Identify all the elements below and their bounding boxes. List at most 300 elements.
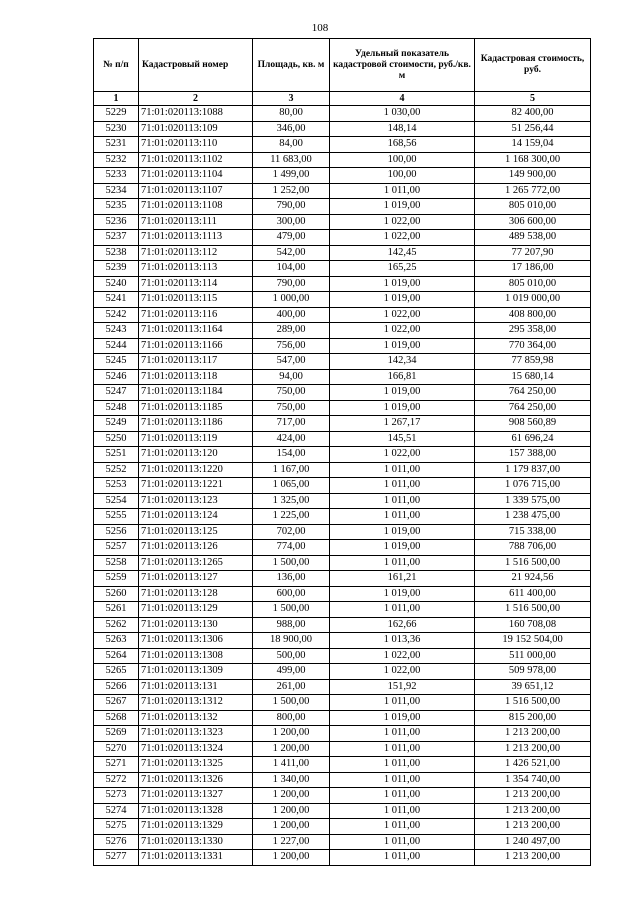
row-number-cell: 5248 bbox=[94, 400, 139, 416]
column-number: 1 bbox=[94, 92, 139, 106]
table-row bbox=[94, 803, 591, 819]
table-row bbox=[94, 462, 591, 478]
specific-value-cell: 1 019,00 bbox=[330, 524, 475, 540]
table-row bbox=[94, 602, 591, 618]
specific-value-cell: 1 019,00 bbox=[330, 400, 475, 416]
specific-value-cell: 145,51 bbox=[330, 431, 475, 447]
row-number-cell: 5276 bbox=[94, 834, 139, 850]
row-number-cell: 5237 bbox=[94, 230, 139, 246]
table-row bbox=[94, 540, 591, 556]
cadastral-value-cell: 1 240 497,00 bbox=[475, 834, 591, 850]
cadastral-value-cell: 1 339 575,00 bbox=[475, 493, 591, 509]
area-cell: 547,00 bbox=[253, 354, 330, 370]
specific-value-cell: 1 011,00 bbox=[330, 509, 475, 525]
area-cell: 1 200,00 bbox=[253, 803, 330, 819]
cadastral-number-cell: 71:01:020113:131 bbox=[139, 679, 253, 695]
cadastral-number-cell: 71:01:020113:1113 bbox=[139, 230, 253, 246]
table-row bbox=[94, 555, 591, 571]
specific-value-cell: 1 030,00 bbox=[330, 106, 475, 122]
area-cell: 80,00 bbox=[253, 106, 330, 122]
specific-value-cell: 142,45 bbox=[330, 245, 475, 261]
area-cell: 1 200,00 bbox=[253, 726, 330, 742]
cadastral-number-cell: 71:01:020113:1088 bbox=[139, 106, 253, 122]
cadastral-value-cell: 1 179 837,00 bbox=[475, 462, 591, 478]
area-cell: 1 340,00 bbox=[253, 772, 330, 788]
row-number-cell: 5275 bbox=[94, 819, 139, 835]
table-row bbox=[94, 679, 591, 695]
area-cell: 1 500,00 bbox=[253, 695, 330, 711]
cadastral-value-cell: 1 213 200,00 bbox=[475, 726, 591, 742]
specific-value-cell: 1 019,00 bbox=[330, 338, 475, 354]
table-row bbox=[94, 586, 591, 602]
table-row bbox=[94, 850, 591, 866]
table-row bbox=[94, 307, 591, 323]
specific-value-cell: 1 019,00 bbox=[330, 710, 475, 726]
cadastral-number-cell: 71:01:020113:123 bbox=[139, 493, 253, 509]
cadastral-value-cell: 805 010,00 bbox=[475, 199, 591, 215]
row-number-cell: 5233 bbox=[94, 168, 139, 184]
cadastral-value-cell: 1 426 521,00 bbox=[475, 757, 591, 773]
table-row bbox=[94, 385, 591, 401]
row-number-cell: 5259 bbox=[94, 571, 139, 587]
table-row bbox=[94, 571, 591, 587]
specific-value-cell: 1 011,00 bbox=[330, 788, 475, 804]
cadastral-number-cell: 71:01:020113:1327 bbox=[139, 788, 253, 804]
specific-value-cell: 1 011,00 bbox=[330, 850, 475, 866]
cadastral-number-cell: 71:01:020113:1329 bbox=[139, 819, 253, 835]
header-cadastral-number: Кадастровый номер bbox=[139, 39, 253, 92]
cadastral-value-cell: 39 651,12 bbox=[475, 679, 591, 695]
row-number-cell: 5240 bbox=[94, 276, 139, 292]
specific-value-cell: 1 011,00 bbox=[330, 602, 475, 618]
area-cell: 400,00 bbox=[253, 307, 330, 323]
specific-value-cell: 1 011,00 bbox=[330, 741, 475, 757]
table-row bbox=[94, 834, 591, 850]
row-number-cell: 5244 bbox=[94, 338, 139, 354]
table-body bbox=[94, 106, 591, 866]
row-number-cell: 5256 bbox=[94, 524, 139, 540]
cadastral-number-cell: 71:01:020113:1107 bbox=[139, 183, 253, 199]
specific-value-cell: 1 022,00 bbox=[330, 664, 475, 680]
table-row bbox=[94, 323, 591, 339]
specific-value-cell: 1 013,36 bbox=[330, 633, 475, 649]
cadastral-number-cell: 71:01:020113:119 bbox=[139, 431, 253, 447]
cadastral-value-cell: 306 600,00 bbox=[475, 214, 591, 230]
row-number-cell: 5235 bbox=[94, 199, 139, 215]
area-cell: 1 167,00 bbox=[253, 462, 330, 478]
cadastral-value-cell: 1 354 740,00 bbox=[475, 772, 591, 788]
area-cell: 94,00 bbox=[253, 369, 330, 385]
table-row bbox=[94, 493, 591, 509]
table-row bbox=[94, 292, 591, 308]
cadastral-number-cell: 71:01:020113:126 bbox=[139, 540, 253, 556]
row-number-cell: 5242 bbox=[94, 307, 139, 323]
specific-value-cell: 165,25 bbox=[330, 261, 475, 277]
specific-value-cell: 1 011,00 bbox=[330, 555, 475, 571]
cadastral-number-cell: 71:01:020113:112 bbox=[139, 245, 253, 261]
area-cell: 1 325,00 bbox=[253, 493, 330, 509]
specific-value-cell: 1 022,00 bbox=[330, 447, 475, 463]
area-cell: 136,00 bbox=[253, 571, 330, 587]
table-row bbox=[94, 726, 591, 742]
cadastral-value-cell: 157 388,00 bbox=[475, 447, 591, 463]
specific-value-cell: 1 011,00 bbox=[330, 695, 475, 711]
row-number-cell: 5253 bbox=[94, 478, 139, 494]
specific-value-cell: 1 011,00 bbox=[330, 726, 475, 742]
specific-value-cell: 1 011,00 bbox=[330, 493, 475, 509]
area-cell: 424,00 bbox=[253, 431, 330, 447]
header-area: Площадь, кв. м bbox=[253, 39, 330, 92]
specific-value-cell: 148,14 bbox=[330, 121, 475, 137]
specific-value-cell: 1 267,17 bbox=[330, 416, 475, 432]
area-cell: 500,00 bbox=[253, 648, 330, 664]
row-number-cell: 5273 bbox=[94, 788, 139, 804]
row-number-cell: 5254 bbox=[94, 493, 139, 509]
row-number-cell: 5270 bbox=[94, 741, 139, 757]
cadastral-number-cell: 71:01:020113:1186 bbox=[139, 416, 253, 432]
row-number-cell: 5274 bbox=[94, 803, 139, 819]
row-number-cell: 5239 bbox=[94, 261, 139, 277]
row-number-cell: 5265 bbox=[94, 664, 139, 680]
cadastral-number-cell: 71:01:020113:1265 bbox=[139, 555, 253, 571]
area-cell: 756,00 bbox=[253, 338, 330, 354]
cadastral-number-cell: 71:01:020113:129 bbox=[139, 602, 253, 618]
cadastral-value-cell: 21 924,56 bbox=[475, 571, 591, 587]
row-number-cell: 5245 bbox=[94, 354, 139, 370]
cadastral-value-cell: 611 400,00 bbox=[475, 586, 591, 602]
cadastral-value-cell: 1 516 500,00 bbox=[475, 695, 591, 711]
specific-value-cell: 161,21 bbox=[330, 571, 475, 587]
cadastral-number-cell: 71:01:020113:118 bbox=[139, 369, 253, 385]
row-number-cell: 5266 bbox=[94, 679, 139, 695]
header-number: № п/п bbox=[94, 39, 139, 92]
cadastral-number-cell: 71:01:020113:110 bbox=[139, 137, 253, 153]
cadastral-number-cell: 71:01:020113:1220 bbox=[139, 462, 253, 478]
row-number-cell: 5230 bbox=[94, 121, 139, 137]
page-number: 108 bbox=[311, 22, 329, 34]
cadastral-value-cell: 82 400,00 bbox=[475, 106, 591, 122]
cadastral-number-cell: 71:01:020113:1312 bbox=[139, 695, 253, 711]
cadastral-number-cell: 71:01:020113:114 bbox=[139, 276, 253, 292]
cadastral-number-cell: 71:01:020113:1328 bbox=[139, 803, 253, 819]
row-number-cell: 5238 bbox=[94, 245, 139, 261]
row-number-cell: 5236 bbox=[94, 214, 139, 230]
table-row bbox=[94, 431, 591, 447]
cadastral-number-cell: 71:01:020113:1306 bbox=[139, 633, 253, 649]
table-row bbox=[94, 710, 591, 726]
row-number-cell: 5252 bbox=[94, 462, 139, 478]
cadastral-value-cell: 1 213 200,00 bbox=[475, 850, 591, 866]
cadastral-value-cell: 1 238 475,00 bbox=[475, 509, 591, 525]
area-cell: 1 000,00 bbox=[253, 292, 330, 308]
cadastral-value-cell: 15 680,14 bbox=[475, 369, 591, 385]
area-cell: 1 500,00 bbox=[253, 602, 330, 618]
row-number-cell: 5231 bbox=[94, 137, 139, 153]
column-number: 4 bbox=[330, 92, 475, 106]
area-cell: 600,00 bbox=[253, 586, 330, 602]
cadastral-number-cell: 71:01:020113:115 bbox=[139, 292, 253, 308]
cadastral-value-table bbox=[93, 38, 591, 866]
area-cell: 1 225,00 bbox=[253, 509, 330, 525]
row-number-cell: 5277 bbox=[94, 850, 139, 866]
area-cell: 1 200,00 bbox=[253, 741, 330, 757]
cadastral-number-cell: 71:01:020113:1184 bbox=[139, 385, 253, 401]
cadastral-value-cell: 805 010,00 bbox=[475, 276, 591, 292]
cadastral-number-cell: 71:01:020113:1326 bbox=[139, 772, 253, 788]
row-number-cell: 5260 bbox=[94, 586, 139, 602]
table-row bbox=[94, 400, 591, 416]
table-row bbox=[94, 338, 591, 354]
cadastral-value-cell: 295 358,00 bbox=[475, 323, 591, 339]
area-cell: 300,00 bbox=[253, 214, 330, 230]
area-cell: 289,00 bbox=[253, 323, 330, 339]
specific-value-cell: 1 019,00 bbox=[330, 276, 475, 292]
cadastral-value-cell: 160 708,08 bbox=[475, 617, 591, 633]
cadastral-number-cell: 71:01:020113:109 bbox=[139, 121, 253, 137]
specific-value-cell: 1 019,00 bbox=[330, 586, 475, 602]
table-row bbox=[94, 183, 591, 199]
row-number-cell: 5272 bbox=[94, 772, 139, 788]
column-number: 5 bbox=[475, 92, 591, 106]
row-number-cell: 5268 bbox=[94, 710, 139, 726]
specific-value-cell: 168,56 bbox=[330, 137, 475, 153]
cadastral-value-cell: 61 696,24 bbox=[475, 431, 591, 447]
cadastral-value-cell: 815 200,00 bbox=[475, 710, 591, 726]
row-number-cell: 5261 bbox=[94, 602, 139, 618]
specific-value-cell: 166,81 bbox=[330, 369, 475, 385]
table-row bbox=[94, 633, 591, 649]
table-row bbox=[94, 230, 591, 246]
area-cell: 1 411,00 bbox=[253, 757, 330, 773]
table-row bbox=[94, 447, 591, 463]
area-cell: 1 200,00 bbox=[253, 819, 330, 835]
specific-value-cell: 1 011,00 bbox=[330, 834, 475, 850]
specific-value-cell: 142,34 bbox=[330, 354, 475, 370]
cadastral-value-cell: 770 364,00 bbox=[475, 338, 591, 354]
table-row bbox=[94, 261, 591, 277]
row-number-cell: 5257 bbox=[94, 540, 139, 556]
cadastral-number-cell: 71:01:020113:1308 bbox=[139, 648, 253, 664]
table-row bbox=[94, 772, 591, 788]
cadastral-value-cell: 149 900,00 bbox=[475, 168, 591, 184]
table-row bbox=[94, 354, 591, 370]
cadastral-number-cell: 71:01:020113:132 bbox=[139, 710, 253, 726]
cadastral-number-cell: 71:01:020113:130 bbox=[139, 617, 253, 633]
cadastral-number-cell: 71:01:020113:1331 bbox=[139, 850, 253, 866]
cadastral-number-cell: 71:01:020113:1104 bbox=[139, 168, 253, 184]
table-row bbox=[94, 106, 591, 122]
specific-value-cell: 1 011,00 bbox=[330, 757, 475, 773]
area-cell: 1 500,00 bbox=[253, 555, 330, 571]
cadastral-number-cell: 71:01:020113:1330 bbox=[139, 834, 253, 850]
specific-value-cell: 100,00 bbox=[330, 168, 475, 184]
cadastral-value-cell: 509 978,00 bbox=[475, 664, 591, 680]
cadastral-value-cell: 1 168 300,00 bbox=[475, 152, 591, 168]
cadastral-number-cell: 71:01:020113:116 bbox=[139, 307, 253, 323]
area-cell: 1 065,00 bbox=[253, 478, 330, 494]
table-row bbox=[94, 757, 591, 773]
header-row bbox=[94, 39, 591, 92]
table-row bbox=[94, 617, 591, 633]
table-row bbox=[94, 819, 591, 835]
table-row bbox=[94, 121, 591, 137]
specific-value-cell: 1 019,00 bbox=[330, 540, 475, 556]
area-cell: 346,00 bbox=[253, 121, 330, 137]
row-number-cell: 5234 bbox=[94, 183, 139, 199]
table-row bbox=[94, 214, 591, 230]
cadastral-value-cell: 17 186,00 bbox=[475, 261, 591, 277]
row-number-cell: 5251 bbox=[94, 447, 139, 463]
area-cell: 1 499,00 bbox=[253, 168, 330, 184]
header-specific-value: Удельный показатель кадастровой стоимости, руб./кв. м bbox=[330, 39, 475, 92]
table-row bbox=[94, 509, 591, 525]
cadastral-value-cell: 1 019 000,00 bbox=[475, 292, 591, 308]
specific-value-cell: 1 022,00 bbox=[330, 230, 475, 246]
table-row bbox=[94, 369, 591, 385]
cadastral-value-cell: 1 076 715,00 bbox=[475, 478, 591, 494]
table-row bbox=[94, 152, 591, 168]
table-row bbox=[94, 524, 591, 540]
cadastral-value-cell: 908 560,89 bbox=[475, 416, 591, 432]
area-cell: 18 900,00 bbox=[253, 633, 330, 649]
row-number-cell: 5263 bbox=[94, 633, 139, 649]
row-number-cell: 5229 bbox=[94, 106, 139, 122]
area-cell: 702,00 bbox=[253, 524, 330, 540]
row-number-cell: 5271 bbox=[94, 757, 139, 773]
row-number-cell: 5232 bbox=[94, 152, 139, 168]
specific-value-cell: 100,00 bbox=[330, 152, 475, 168]
specific-value-cell: 1 011,00 bbox=[330, 819, 475, 835]
cadastral-number-cell: 71:01:020113:113 bbox=[139, 261, 253, 277]
specific-value-cell: 1 011,00 bbox=[330, 183, 475, 199]
cadastral-value-cell: 489 538,00 bbox=[475, 230, 591, 246]
table-row bbox=[94, 416, 591, 432]
cadastral-number-cell: 71:01:020113:117 bbox=[139, 354, 253, 370]
row-number-cell: 5246 bbox=[94, 369, 139, 385]
cadastral-value-cell: 51 256,44 bbox=[475, 121, 591, 137]
specific-value-cell: 162,66 bbox=[330, 617, 475, 633]
row-number-cell: 5247 bbox=[94, 385, 139, 401]
cadastral-number-cell: 71:01:020113:120 bbox=[139, 447, 253, 463]
cadastral-value-cell: 14 159,04 bbox=[475, 137, 591, 153]
row-number-cell: 5264 bbox=[94, 648, 139, 664]
row-number-cell: 5255 bbox=[94, 509, 139, 525]
cadastral-number-cell: 71:01:020113:1185 bbox=[139, 400, 253, 416]
cadastral-value-cell: 77 859,98 bbox=[475, 354, 591, 370]
area-cell: 1 227,00 bbox=[253, 834, 330, 850]
cadastral-value-cell: 19 152 504,00 bbox=[475, 633, 591, 649]
specific-value-cell: 1 022,00 bbox=[330, 648, 475, 664]
area-cell: 1 200,00 bbox=[253, 850, 330, 866]
specific-value-cell: 1 019,00 bbox=[330, 199, 475, 215]
cadastral-number-cell: 71:01:020113:1221 bbox=[139, 478, 253, 494]
area-cell: 790,00 bbox=[253, 276, 330, 292]
column-number: 3 bbox=[253, 92, 330, 106]
specific-value-cell: 1 022,00 bbox=[330, 323, 475, 339]
table-row bbox=[94, 664, 591, 680]
row-number-cell: 5267 bbox=[94, 695, 139, 711]
area-cell: 750,00 bbox=[253, 400, 330, 416]
cadastral-number-cell: 71:01:020113:111 bbox=[139, 214, 253, 230]
cadastral-number-cell: 71:01:020113:127 bbox=[139, 571, 253, 587]
cadastral-value-cell: 764 250,00 bbox=[475, 385, 591, 401]
header-cadastral-value: Кадастровая стоимость, руб. bbox=[475, 39, 591, 92]
cadastral-value-cell: 1 213 200,00 bbox=[475, 803, 591, 819]
cadastral-value-cell: 77 207,90 bbox=[475, 245, 591, 261]
row-number-cell: 5249 bbox=[94, 416, 139, 432]
cadastral-value-cell: 1 213 200,00 bbox=[475, 819, 591, 835]
table-row bbox=[94, 199, 591, 215]
cadastral-number-cell: 71:01:020113:1166 bbox=[139, 338, 253, 354]
table-row bbox=[94, 168, 591, 184]
cadastral-number-cell: 71:01:020113:128 bbox=[139, 586, 253, 602]
cadastral-value-cell: 1 213 200,00 bbox=[475, 788, 591, 804]
area-cell: 479,00 bbox=[253, 230, 330, 246]
row-number-cell: 5241 bbox=[94, 292, 139, 308]
cadastral-value-cell: 1 265 772,00 bbox=[475, 183, 591, 199]
area-cell: 104,00 bbox=[253, 261, 330, 277]
cadastral-number-cell: 71:01:020113:1325 bbox=[139, 757, 253, 773]
specific-value-cell: 1 022,00 bbox=[330, 214, 475, 230]
table-row bbox=[94, 741, 591, 757]
cadastral-number-cell: 71:01:020113:1108 bbox=[139, 199, 253, 215]
table-row bbox=[94, 648, 591, 664]
cadastral-value-cell: 1 516 500,00 bbox=[475, 555, 591, 571]
area-cell: 1 252,00 bbox=[253, 183, 330, 199]
specific-value-cell: 1 019,00 bbox=[330, 292, 475, 308]
cadastral-value-cell: 764 250,00 bbox=[475, 400, 591, 416]
cadastral-value-cell: 788 706,00 bbox=[475, 540, 591, 556]
area-cell: 499,00 bbox=[253, 664, 330, 680]
cadastral-number-cell: 71:01:020113:1324 bbox=[139, 741, 253, 757]
table-row bbox=[94, 695, 591, 711]
column-number: 2 bbox=[139, 92, 253, 106]
table-row bbox=[94, 137, 591, 153]
area-cell: 1 200,00 bbox=[253, 788, 330, 804]
specific-value-cell: 1 011,00 bbox=[330, 462, 475, 478]
row-number-cell: 5262 bbox=[94, 617, 139, 633]
specific-value-cell: 1 022,00 bbox=[330, 307, 475, 323]
specific-value-cell: 1 011,00 bbox=[330, 478, 475, 494]
table-row bbox=[94, 788, 591, 804]
area-cell: 542,00 bbox=[253, 245, 330, 261]
table-row bbox=[94, 245, 591, 261]
row-number-cell: 5243 bbox=[94, 323, 139, 339]
area-cell: 261,00 bbox=[253, 679, 330, 695]
specific-value-cell: 1 019,00 bbox=[330, 385, 475, 401]
row-number-cell: 5269 bbox=[94, 726, 139, 742]
area-cell: 154,00 bbox=[253, 447, 330, 463]
cadastral-number-cell: 71:01:020113:1309 bbox=[139, 664, 253, 680]
column-number-row bbox=[94, 92, 591, 106]
cadastral-value-cell: 1 213 200,00 bbox=[475, 741, 591, 757]
table-row bbox=[94, 276, 591, 292]
area-cell: 84,00 bbox=[253, 137, 330, 153]
area-cell: 750,00 bbox=[253, 385, 330, 401]
area-cell: 790,00 bbox=[253, 199, 330, 215]
cadastral-number-cell: 71:01:020113:1164 bbox=[139, 323, 253, 339]
cadastral-number-cell: 71:01:020113:125 bbox=[139, 524, 253, 540]
specific-value-cell: 1 011,00 bbox=[330, 803, 475, 819]
cadastral-value-cell: 715 338,00 bbox=[475, 524, 591, 540]
cadastral-number-cell: 71:01:020113:1102 bbox=[139, 152, 253, 168]
area-cell: 11 683,00 bbox=[253, 152, 330, 168]
area-cell: 717,00 bbox=[253, 416, 330, 432]
specific-value-cell: 151,92 bbox=[330, 679, 475, 695]
row-number-cell: 5258 bbox=[94, 555, 139, 571]
cadastral-value-cell: 408 800,00 bbox=[475, 307, 591, 323]
cadastral-value-cell: 511 000,00 bbox=[475, 648, 591, 664]
